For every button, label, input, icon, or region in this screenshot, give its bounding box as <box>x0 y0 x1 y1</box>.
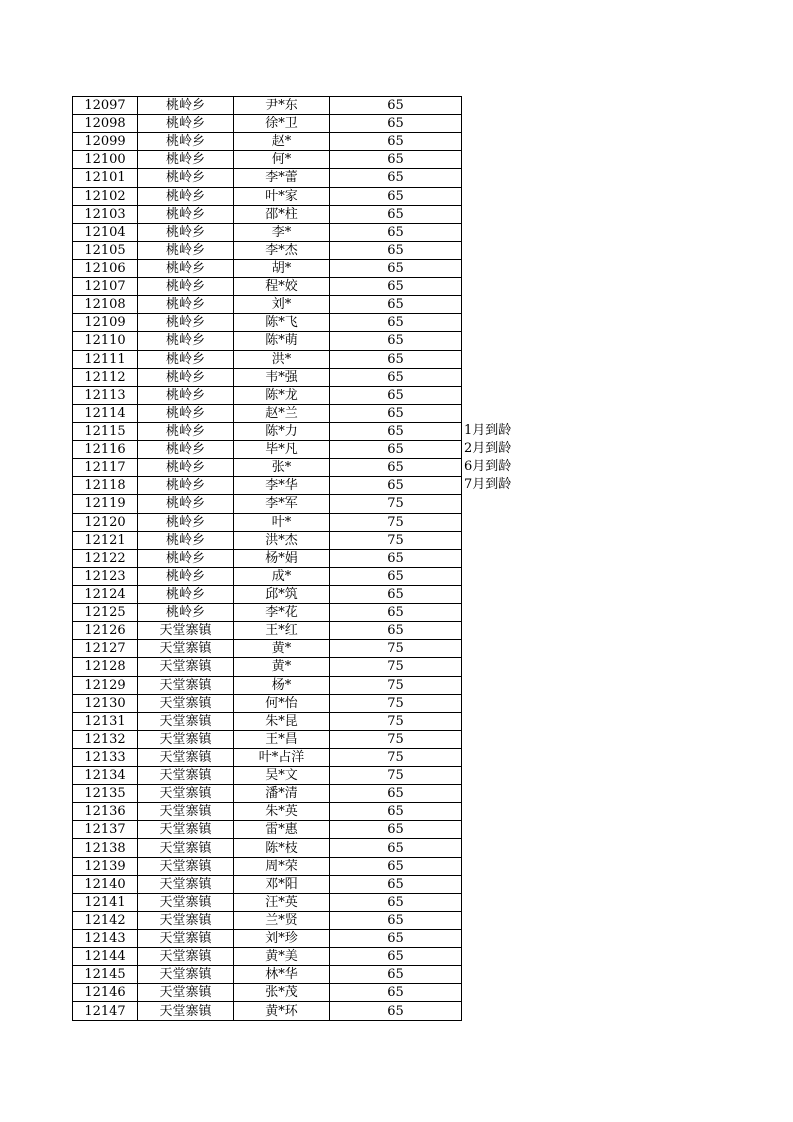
cell-town: 天堂寨镇 <box>138 730 234 748</box>
cell-town: 桃岭乡 <box>138 332 234 350</box>
table-row <box>73 585 462 603</box>
cell-town: 桃岭乡 <box>138 422 234 440</box>
cell-id: 12124 <box>73 585 138 603</box>
cell-id: 12129 <box>73 676 138 694</box>
cell-amount: 65 <box>330 350 462 368</box>
cell-name: 洪* <box>234 350 330 368</box>
cell-town: 桃岭乡 <box>138 567 234 585</box>
table-row <box>73 441 462 459</box>
cell-id: 12119 <box>73 495 138 513</box>
note-item: 2月到龄 <box>464 441 512 457</box>
cell-id: 12106 <box>73 259 138 277</box>
cell-id: 12112 <box>73 368 138 386</box>
cell-town: 天堂寨镇 <box>138 1002 234 1020</box>
cell-id: 12111 <box>73 350 138 368</box>
cell-name: 朱*昆 <box>234 712 330 730</box>
table-row <box>73 712 462 730</box>
cell-name: 邵*柱 <box>234 205 330 223</box>
cell-town: 天堂寨镇 <box>138 785 234 803</box>
table-row <box>73 803 462 821</box>
cell-id: 12117 <box>73 459 138 477</box>
cell-amount: 65 <box>330 314 462 332</box>
cell-town: 桃岭乡 <box>138 314 234 332</box>
cell-amount: 65 <box>330 133 462 151</box>
table-row <box>73 730 462 748</box>
table-row <box>73 785 462 803</box>
cell-town: 天堂寨镇 <box>138 948 234 966</box>
cell-town: 天堂寨镇 <box>138 712 234 730</box>
cell-amount: 65 <box>330 948 462 966</box>
cell-amount: 65 <box>330 966 462 984</box>
cell-amount: 65 <box>330 875 462 893</box>
table-row <box>73 241 462 259</box>
table-row <box>73 821 462 839</box>
table-row <box>73 314 462 332</box>
cell-name: 赵*兰 <box>234 404 330 422</box>
cell-amount: 65 <box>330 368 462 386</box>
cell-town: 桃岭乡 <box>138 259 234 277</box>
cell-amount: 65 <box>330 187 462 205</box>
cell-amount: 75 <box>330 658 462 676</box>
data-table <box>72 96 462 1021</box>
table-row <box>73 368 462 386</box>
cell-name: 张* <box>234 459 330 477</box>
cell-amount: 65 <box>330 549 462 567</box>
table-row <box>73 640 462 658</box>
table-row <box>73 169 462 187</box>
cell-town: 桃岭乡 <box>138 296 234 314</box>
cell-id: 12136 <box>73 803 138 821</box>
cell-name: 李*杰 <box>234 241 330 259</box>
cell-id: 12131 <box>73 712 138 730</box>
cell-name: 何* <box>234 151 330 169</box>
cell-town: 桃岭乡 <box>138 531 234 549</box>
cell-id: 12142 <box>73 911 138 929</box>
cell-amount: 65 <box>330 477 462 495</box>
cell-amount: 65 <box>330 984 462 1002</box>
cell-amount: 65 <box>330 821 462 839</box>
cell-town: 天堂寨镇 <box>138 748 234 766</box>
cell-id: 12141 <box>73 893 138 911</box>
cell-id: 12145 <box>73 966 138 984</box>
cell-id: 12122 <box>73 549 138 567</box>
table-row <box>73 748 462 766</box>
cell-town: 桃岭乡 <box>138 223 234 241</box>
table-row <box>73 513 462 531</box>
cell-id: 12118 <box>73 477 138 495</box>
cell-town: 桃岭乡 <box>138 115 234 133</box>
cell-town: 天堂寨镇 <box>138 875 234 893</box>
table-row <box>73 531 462 549</box>
cell-amount: 65 <box>330 459 462 477</box>
cell-town: 桃岭乡 <box>138 350 234 368</box>
table-row <box>73 495 462 513</box>
table-row <box>73 187 462 205</box>
cell-town: 桃岭乡 <box>138 241 234 259</box>
cell-town: 桃岭乡 <box>138 205 234 223</box>
table-row <box>73 350 462 368</box>
cell-id: 12101 <box>73 169 138 187</box>
cell-amount: 65 <box>330 332 462 350</box>
cell-name: 叶*占洋 <box>234 748 330 766</box>
cell-name: 邓*阳 <box>234 875 330 893</box>
cell-id: 12147 <box>73 1002 138 1020</box>
table-row <box>73 767 462 785</box>
cell-id: 12107 <box>73 278 138 296</box>
cell-name: 成* <box>234 567 330 585</box>
table-row <box>73 694 462 712</box>
table-row <box>73 459 462 477</box>
cell-name: 徐*卫 <box>234 115 330 133</box>
cell-town: 天堂寨镇 <box>138 821 234 839</box>
cell-id: 12113 <box>73 386 138 404</box>
cell-id: 12103 <box>73 205 138 223</box>
cell-id: 12137 <box>73 821 138 839</box>
cell-amount: 75 <box>330 730 462 748</box>
cell-town: 桃岭乡 <box>138 604 234 622</box>
cell-town: 桃岭乡 <box>138 386 234 404</box>
cell-name: 刘*珍 <box>234 930 330 948</box>
cell-name: 李* <box>234 223 330 241</box>
table-row <box>73 966 462 984</box>
cell-name: 邱*筑 <box>234 585 330 603</box>
cell-name: 陈*龙 <box>234 386 330 404</box>
cell-town: 天堂寨镇 <box>138 911 234 929</box>
cell-id: 12104 <box>73 223 138 241</box>
table-row <box>73 676 462 694</box>
cell-id: 12132 <box>73 730 138 748</box>
cell-amount: 65 <box>330 241 462 259</box>
cell-town: 桃岭乡 <box>138 169 234 187</box>
table-row <box>73 893 462 911</box>
cell-name: 杨*娟 <box>234 549 330 567</box>
table-row <box>73 151 462 169</box>
cell-name: 洪*杰 <box>234 531 330 549</box>
cell-name: 叶*家 <box>234 187 330 205</box>
cell-amount: 65 <box>330 567 462 585</box>
cell-name: 吴*文 <box>234 767 330 785</box>
cell-amount: 65 <box>330 223 462 241</box>
cell-name: 林*华 <box>234 966 330 984</box>
cell-amount: 75 <box>330 495 462 513</box>
cell-amount: 65 <box>330 604 462 622</box>
cell-name: 陈*力 <box>234 422 330 440</box>
cell-id: 12121 <box>73 531 138 549</box>
cell-id: 12144 <box>73 948 138 966</box>
table-row <box>73 477 462 495</box>
cell-town: 天堂寨镇 <box>138 622 234 640</box>
table-row <box>73 658 462 676</box>
cell-town: 天堂寨镇 <box>138 984 234 1002</box>
table-row <box>73 97 462 115</box>
table-row <box>73 205 462 223</box>
cell-town: 天堂寨镇 <box>138 658 234 676</box>
table-body <box>73 97 462 1021</box>
cell-id: 12098 <box>73 115 138 133</box>
table-row <box>73 567 462 585</box>
cell-name: 王*昌 <box>234 730 330 748</box>
cell-amount: 75 <box>330 676 462 694</box>
cell-id: 12140 <box>73 875 138 893</box>
cell-name: 刘* <box>234 296 330 314</box>
cell-name: 黄*环 <box>234 1002 330 1020</box>
cell-name: 胡* <box>234 259 330 277</box>
cell-amount: 65 <box>330 97 462 115</box>
cell-id: 12133 <box>73 748 138 766</box>
table-row <box>73 296 462 314</box>
table-row <box>73 223 462 241</box>
cell-town: 桃岭乡 <box>138 404 234 422</box>
table-row <box>73 948 462 966</box>
cell-amount: 75 <box>330 531 462 549</box>
cell-name: 黄* <box>234 658 330 676</box>
cell-amount: 65 <box>330 585 462 603</box>
cell-town: 桃岭乡 <box>138 513 234 531</box>
cell-amount: 65 <box>330 296 462 314</box>
table-row <box>73 422 462 440</box>
cell-id: 12143 <box>73 930 138 948</box>
cell-id: 12110 <box>73 332 138 350</box>
cell-id: 12097 <box>73 97 138 115</box>
cell-town: 桃岭乡 <box>138 97 234 115</box>
cell-amount: 65 <box>330 803 462 821</box>
table-row <box>73 622 462 640</box>
cell-id: 12126 <box>73 622 138 640</box>
cell-amount: 75 <box>330 640 462 658</box>
cell-town: 天堂寨镇 <box>138 694 234 712</box>
cell-id: 12115 <box>73 422 138 440</box>
cell-id: 12100 <box>73 151 138 169</box>
cell-town: 桃岭乡 <box>138 549 234 567</box>
cell-id: 12135 <box>73 785 138 803</box>
cell-amount: 75 <box>330 767 462 785</box>
cell-name: 叶* <box>234 513 330 531</box>
cell-name: 黄* <box>234 640 330 658</box>
table-row <box>73 332 462 350</box>
cell-town: 桃岭乡 <box>138 278 234 296</box>
cell-name: 兰*贤 <box>234 911 330 929</box>
cell-id: 12114 <box>73 404 138 422</box>
cell-name: 韦*强 <box>234 368 330 386</box>
cell-town: 天堂寨镇 <box>138 803 234 821</box>
table-row <box>73 115 462 133</box>
cell-amount: 65 <box>330 169 462 187</box>
cell-town: 天堂寨镇 <box>138 966 234 984</box>
table-row <box>73 839 462 857</box>
cell-town: 桃岭乡 <box>138 441 234 459</box>
cell-town: 天堂寨镇 <box>138 676 234 694</box>
cell-name: 王*红 <box>234 622 330 640</box>
note-item: 6月到龄 <box>464 459 512 475</box>
table-row <box>73 857 462 875</box>
cell-amount: 65 <box>330 785 462 803</box>
cell-id: 12108 <box>73 296 138 314</box>
cell-id: 12134 <box>73 767 138 785</box>
cell-amount: 65 <box>330 205 462 223</box>
cell-id: 12116 <box>73 441 138 459</box>
cell-name: 杨* <box>234 676 330 694</box>
table-row <box>73 278 462 296</box>
cell-name: 陈*萌 <box>234 332 330 350</box>
cell-id: 12123 <box>73 567 138 585</box>
cell-id: 12139 <box>73 857 138 875</box>
cell-amount: 65 <box>330 422 462 440</box>
cell-amount: 65 <box>330 930 462 948</box>
note-item: 7月到龄 <box>464 477 512 493</box>
table-row <box>73 386 462 404</box>
cell-amount: 75 <box>330 513 462 531</box>
cell-amount: 65 <box>330 386 462 404</box>
cell-amount: 65 <box>330 622 462 640</box>
table-row <box>73 875 462 893</box>
table-row <box>73 259 462 277</box>
cell-amount: 75 <box>330 748 462 766</box>
table-row <box>73 1002 462 1020</box>
cell-name: 汪*英 <box>234 893 330 911</box>
cell-id: 12105 <box>73 241 138 259</box>
cell-id: 12130 <box>73 694 138 712</box>
cell-name: 程*姣 <box>234 278 330 296</box>
cell-town: 桃岭乡 <box>138 585 234 603</box>
cell-name: 潘*清 <box>234 785 330 803</box>
cell-amount: 65 <box>330 1002 462 1020</box>
cell-amount: 65 <box>330 151 462 169</box>
cell-town: 桃岭乡 <box>138 133 234 151</box>
table-row <box>73 984 462 1002</box>
cell-id: 12109 <box>73 314 138 332</box>
cell-name: 尹*东 <box>234 97 330 115</box>
cell-name: 雷*惠 <box>234 821 330 839</box>
table-row <box>73 133 462 151</box>
cell-id: 12102 <box>73 187 138 205</box>
cell-id: 12146 <box>73 984 138 1002</box>
cell-town: 天堂寨镇 <box>138 930 234 948</box>
cell-name: 毕*凡 <box>234 441 330 459</box>
cell-town: 桃岭乡 <box>138 368 234 386</box>
cell-name: 陈*枝 <box>234 839 330 857</box>
cell-id: 12125 <box>73 604 138 622</box>
cell-town: 桃岭乡 <box>138 151 234 169</box>
cell-amount: 75 <box>330 694 462 712</box>
cell-name: 何*怡 <box>234 694 330 712</box>
table-row <box>73 404 462 422</box>
cell-amount: 75 <box>330 712 462 730</box>
cell-name: 陈*飞 <box>234 314 330 332</box>
cell-name: 黄*美 <box>234 948 330 966</box>
cell-name: 周*荣 <box>234 857 330 875</box>
cell-town: 天堂寨镇 <box>138 839 234 857</box>
cell-id: 12138 <box>73 839 138 857</box>
cell-town: 天堂寨镇 <box>138 640 234 658</box>
cell-town: 桃岭乡 <box>138 459 234 477</box>
cell-name: 李*华 <box>234 477 330 495</box>
cell-amount: 65 <box>330 911 462 929</box>
cell-amount: 65 <box>330 115 462 133</box>
cell-name: 李*花 <box>234 604 330 622</box>
cell-amount: 65 <box>330 278 462 296</box>
cell-name: 张*茂 <box>234 984 330 1002</box>
cell-name: 朱*英 <box>234 803 330 821</box>
cell-amount: 65 <box>330 857 462 875</box>
cell-amount: 65 <box>330 441 462 459</box>
table-row <box>73 604 462 622</box>
cell-id: 12127 <box>73 640 138 658</box>
cell-amount: 65 <box>330 839 462 857</box>
cell-amount: 65 <box>330 404 462 422</box>
cell-town: 桃岭乡 <box>138 495 234 513</box>
cell-id: 12120 <box>73 513 138 531</box>
cell-town: 桃岭乡 <box>138 187 234 205</box>
table-row <box>73 930 462 948</box>
cell-town: 天堂寨镇 <box>138 857 234 875</box>
table-row <box>73 549 462 567</box>
side-notes <box>464 422 511 494</box>
cell-amount: 65 <box>330 893 462 911</box>
cell-name: 李*蕾 <box>234 169 330 187</box>
cell-name: 李*军 <box>234 495 330 513</box>
cell-name: 赵* <box>234 133 330 151</box>
cell-town: 天堂寨镇 <box>138 893 234 911</box>
cell-town: 天堂寨镇 <box>138 767 234 785</box>
table-row <box>73 911 462 929</box>
cell-id: 12128 <box>73 658 138 676</box>
cell-amount: 65 <box>330 259 462 277</box>
note-item: 1月到龄 <box>464 423 512 438</box>
cell-id: 12099 <box>73 133 138 151</box>
cell-town: 桃岭乡 <box>138 477 234 495</box>
